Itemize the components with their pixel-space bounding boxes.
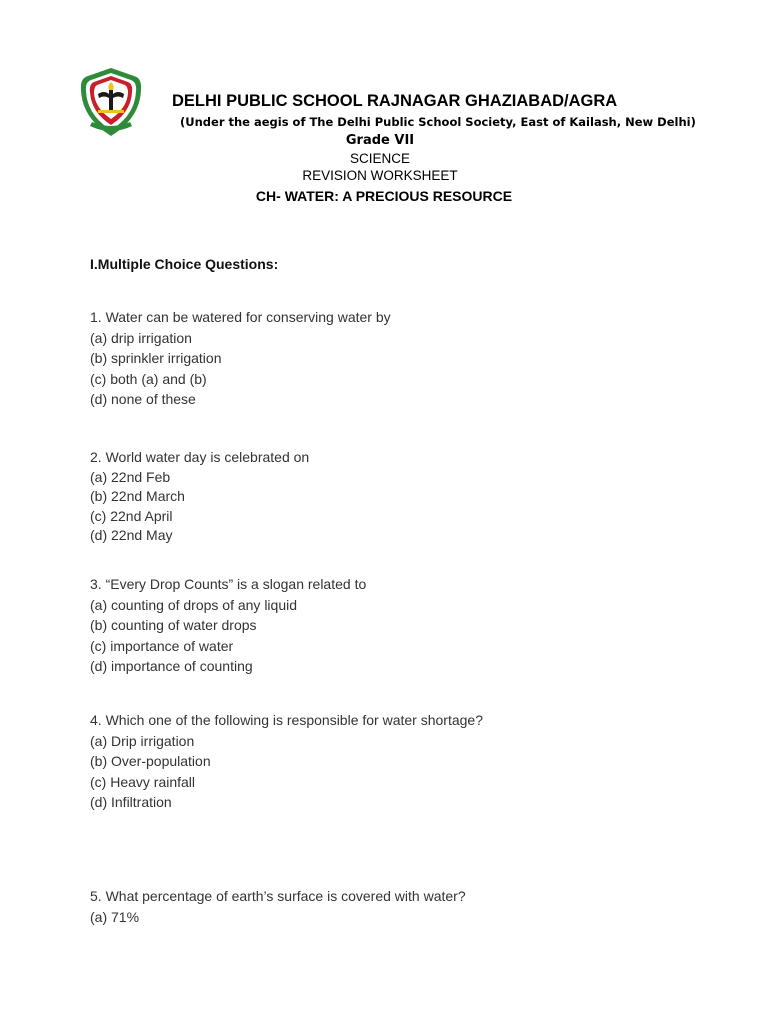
- section-heading: I.Multiple Choice Questions:: [90, 256, 279, 272]
- option-d: (d) none of these: [90, 391, 196, 407]
- logo-torch-stem: [109, 88, 113, 110]
- school-aegis-line: (Under the aegis of The Delhi Public School Society, East of Kailash, New Delhi): [180, 115, 696, 129]
- school-name: DELHI PUBLIC SCHOOL RAJNAGAR GHAZIABAD/AGRA: [172, 92, 618, 110]
- option-a: (a) drip irrigation: [90, 329, 192, 346]
- question-4: [90, 710, 483, 813]
- question-text: 2. World water day is celebrated on: [90, 449, 310, 465]
- question-3: [90, 574, 366, 677]
- option-c: (c) both (a) and (b): [90, 370, 207, 387]
- option-a: (a) counting of drops of any liquid: [90, 596, 298, 613]
- question-1: [90, 307, 391, 410]
- option-c: (c) Heavy rainfall: [90, 773, 196, 790]
- option-a: (a) 22nd Feb: [90, 468, 171, 485]
- option-a: (a) Drip irrigation: [90, 732, 195, 749]
- option-d: (d) 22nd May: [90, 527, 173, 543]
- question-text: 1. Water can be watered for conserving water by: [90, 309, 391, 325]
- option-d: (d) importance of counting: [90, 658, 253, 674]
- option-b: (b) 22nd March: [90, 488, 185, 504]
- logo-base-band: [98, 110, 124, 113]
- option-b: (b) Over-population: [90, 753, 211, 769]
- option-c: (c) importance of water: [90, 637, 234, 654]
- school-logo: [78, 66, 144, 138]
- question-text: 3. “Every Drop Counts” is a slogan related to: [90, 576, 367, 592]
- question-2: [90, 448, 309, 546]
- worksheet-title: REVISION WORKSHEET: [302, 168, 458, 183]
- chapter-title: CH- WATER: A PRECIOUS RESOURCE: [255, 188, 513, 204]
- option-b: (b) counting of water drops: [90, 617, 257, 633]
- option-c: (c) 22nd April: [90, 507, 173, 524]
- option-a: (a) 71%: [90, 908, 140, 925]
- subject-label: SCIENCE: [349, 151, 410, 166]
- question-text: 5. What percentage of earth’s surface is covered with water?: [90, 888, 466, 904]
- option-b: (b) sprinkler irrigation: [90, 350, 222, 366]
- grade-label: Grade VII: [345, 133, 415, 148]
- question-text: 4. Which one of the following is responsible for water shortage?: [90, 712, 483, 728]
- option-d: (d) Infiltration: [90, 794, 172, 810]
- question-5: [90, 886, 466, 927]
